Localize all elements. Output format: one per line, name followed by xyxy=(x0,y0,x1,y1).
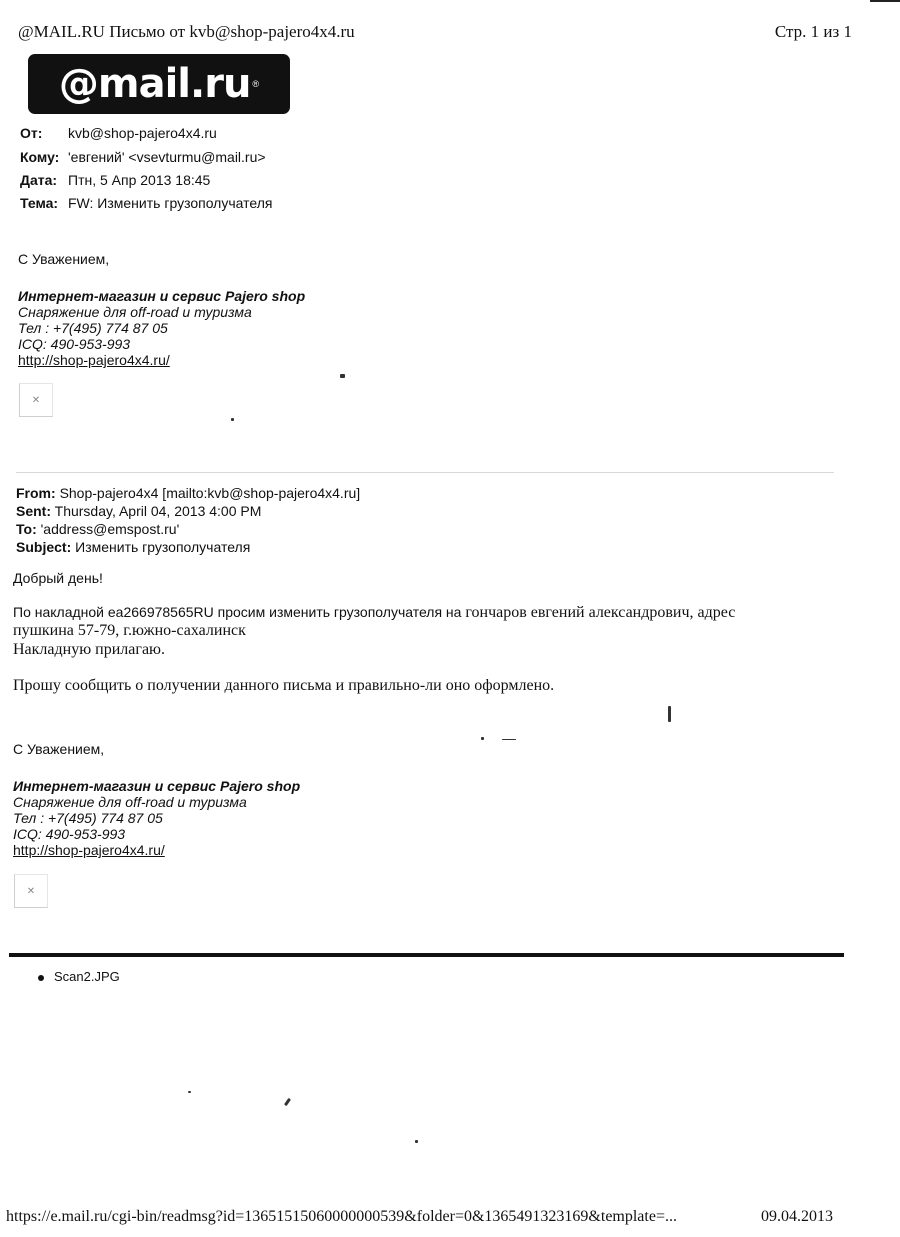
signature-company: Интернет-магазин и сервис Pajero shop xyxy=(18,288,306,304)
page-number: Стр. 1 из 1 xyxy=(774,22,852,41)
signature-2-regards: С Уважением, xyxy=(13,741,105,757)
message-divider xyxy=(16,472,834,473)
broken-image-icon: ✕ xyxy=(19,383,53,417)
scan-speck xyxy=(668,706,671,722)
scan-speck xyxy=(415,1140,418,1143)
fw-subject-value: Изменить грузополучателя xyxy=(75,539,251,555)
fw-body-line-1-sans: По накладной еа266978565RU просим изменить грузополучателя на xyxy=(13,604,466,620)
email-date-row xyxy=(20,169,210,192)
fw-sent-label: Sent: xyxy=(16,503,51,519)
fw-to-label: To: xyxy=(16,521,37,537)
email-from-row xyxy=(20,122,217,145)
fw-body-line-3: Накладную прилагаю. xyxy=(13,641,165,658)
signature-2-icq: ICQ: 490-953-993 xyxy=(13,826,126,842)
signature-url-link[interactable]: http://shop-pajero4x4.ru/ xyxy=(18,352,170,368)
logo-text: @mail.ru xyxy=(58,61,251,107)
signature-icq: ICQ: 490-953-993 xyxy=(18,336,131,352)
email-to-row xyxy=(20,146,266,169)
email-subject-row xyxy=(20,192,272,215)
corner-mark xyxy=(870,0,900,2)
signature-2-company: Интернет-магазин и сервис Pajero shop xyxy=(13,778,301,794)
attachment-item[interactable] xyxy=(38,969,120,984)
signature-block xyxy=(18,288,305,368)
scan-speck xyxy=(231,418,234,421)
fw-from-label: From: xyxy=(16,485,56,501)
scan-speck xyxy=(188,1091,191,1093)
fw-from-value: Shop-pajero4x4 [mailto:kvb@shop-pajero4x4.ru] xyxy=(59,485,361,501)
email-from-label: От: xyxy=(20,125,43,141)
bullet-icon xyxy=(38,975,44,981)
broken-image-icon-2: ✕ xyxy=(14,874,48,908)
fw-sent-row xyxy=(16,502,261,520)
fw-body-line-1 xyxy=(13,604,735,622)
attachments-divider xyxy=(9,953,844,957)
signature-2-tagline: Снаряжение для off-road и туризма xyxy=(13,794,247,810)
mail-ru-logo xyxy=(28,54,290,114)
scan-speck xyxy=(481,737,484,740)
signature-2-phone: Тел : +7(495) 774 87 05 xyxy=(13,810,163,826)
attachment-name: Scan2.JPG xyxy=(54,969,120,984)
signature-2-block xyxy=(13,778,300,858)
signature-regards: С Уважением, xyxy=(18,251,110,267)
email-date-label: Дата: xyxy=(20,172,58,188)
email-subject-value: FW: Изменить грузополучателя xyxy=(68,195,273,211)
email-subject-label: Тема: xyxy=(20,195,59,211)
fw-body-line-1-serif: гончаров евгений александрович, адрес xyxy=(465,604,736,621)
fw-body-line-4: Прошу сообщить о получении данного письма и правильно-ли оно оформлено. xyxy=(13,677,555,694)
scan-speck xyxy=(502,739,516,740)
email-date-value: Птн, 5 Апр 2013 18:45 xyxy=(68,172,211,188)
page-header-title: @MAIL.RU Письмо от kvb@shop-pajero4x4.ru xyxy=(18,22,355,41)
fw-subject-row xyxy=(16,538,250,556)
signature-phone: Тел : +7(495) 774 87 05 xyxy=(18,320,168,336)
footer-url: https://e.mail.ru/cgi-bin/readmsg?id=13651515060000000539&folder=0&1365491323169&template=... xyxy=(6,1208,677,1225)
fw-from-row xyxy=(16,484,360,502)
scan-speck xyxy=(340,374,345,378)
fw-body-line-2: пушкина 57-79, г.южно-сахалинск xyxy=(13,622,246,639)
fw-to-row xyxy=(16,520,179,538)
email-from-value: kvb@shop-pajero4x4.ru xyxy=(68,125,217,141)
signature-2-url-link[interactable]: http://shop-pajero4x4.ru/ xyxy=(13,842,165,858)
fw-sent-value: Thursday, April 04, 2013 4:00 PM xyxy=(54,503,262,519)
fw-subject-label: Subject: xyxy=(16,539,72,555)
email-to-value: 'евгений' <vsevturmu@mail.ru> xyxy=(68,149,266,165)
fw-to-value: 'address@emspost.ru' xyxy=(40,521,180,537)
footer-date: 09.04.2013 xyxy=(761,1208,833,1225)
scan-speck xyxy=(284,1098,291,1106)
fw-greeting: Добрый день! xyxy=(13,570,103,586)
signature-tagline: Снаряжение для off-road и туризма xyxy=(18,304,252,320)
email-to-label: Кому: xyxy=(20,149,60,165)
logo-registered-mark: ® xyxy=(252,79,260,89)
